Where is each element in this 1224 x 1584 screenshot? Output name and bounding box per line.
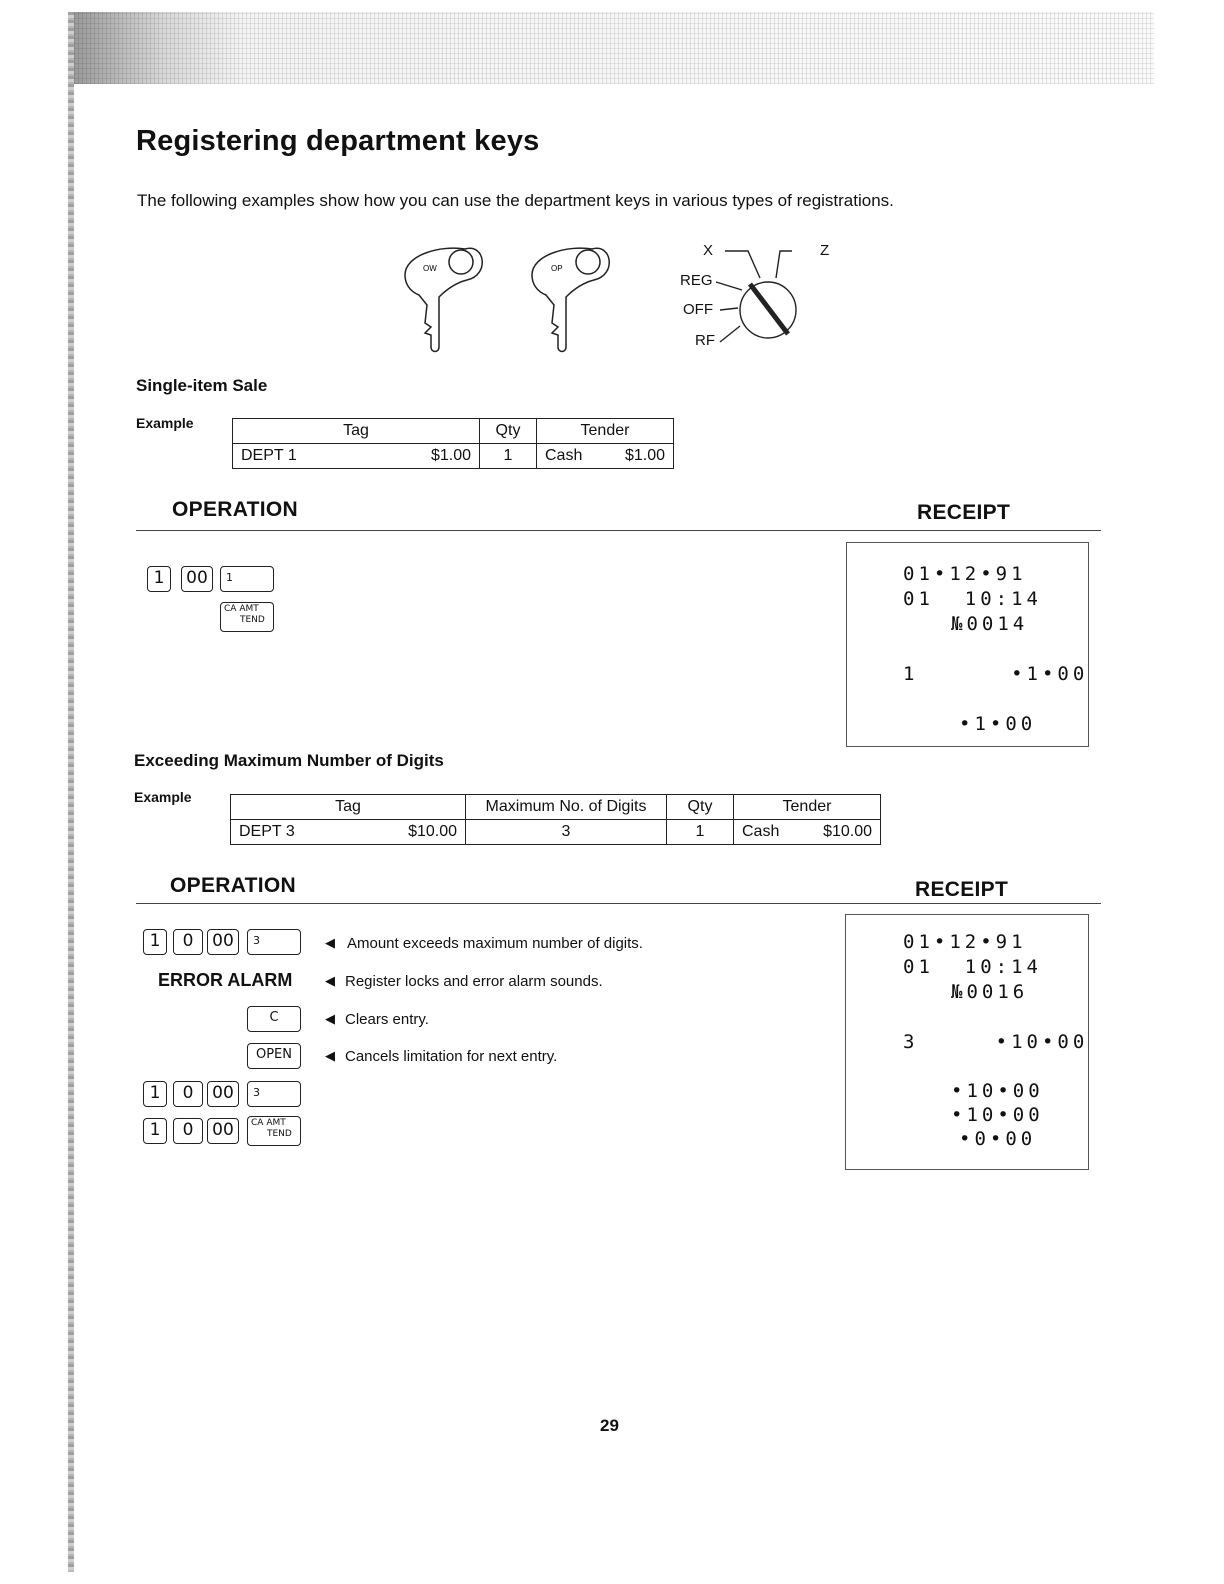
- ca-amt-tend-key[interactable]: [220, 602, 274, 632]
- tend-label-tend: TEND: [267, 1129, 292, 1139]
- ow-key-icon: [405, 248, 482, 351]
- key-1[interactable]: 1: [143, 1081, 167, 1107]
- single-item-heading: Single-item Sale: [136, 376, 268, 395]
- receipt-change: •0•00: [959, 1128, 1037, 1150]
- page-title: Registering department keys: [136, 125, 540, 157]
- arrow-bullet-icon: ◀: [325, 1048, 335, 1063]
- arrow-bullet-icon: ◀: [325, 935, 335, 950]
- receipt-date: 01•12•91: [903, 563, 1027, 585]
- single-example-label: Example: [136, 415, 194, 431]
- col-qty: Qty: [480, 419, 537, 444]
- section-divider: [136, 530, 1101, 531]
- col-tender: Tender: [537, 419, 674, 444]
- error-alarm-label: ERROR ALARM: [158, 970, 293, 990]
- key2-label: OP: [551, 264, 563, 273]
- note-cancels: Cancels limitation for next entry.: [345, 1048, 558, 1065]
- page-number: 29: [600, 1416, 619, 1435]
- single-example-table: [232, 418, 674, 469]
- mode-x-label: X: [703, 242, 714, 259]
- table-row: [233, 444, 674, 469]
- keys-illustration: [395, 235, 625, 360]
- col-tag: Tag: [233, 419, 480, 444]
- tag-price: $10.00: [354, 820, 466, 845]
- operation-label: OPERATION: [172, 498, 298, 521]
- tag-name: DEPT 1: [233, 444, 372, 469]
- key-1[interactable]: 1: [143, 929, 167, 955]
- exceed-example-table: [230, 794, 881, 845]
- receipt-number: №0014: [951, 613, 1029, 635]
- mode-reg-label: REG: [680, 272, 713, 289]
- col-max-digits: Maximum No. of Digits: [466, 795, 667, 820]
- header-band: [74, 12, 1154, 84]
- single-receipt: [846, 542, 1089, 747]
- key-00[interactable]: 00: [207, 1118, 239, 1144]
- clear-key[interactable]: C: [247, 1006, 301, 1032]
- exceed-heading: Exceeding Maximum Number of Digits: [134, 751, 444, 770]
- note-locks: Register locks and error alarm sounds.: [345, 973, 603, 990]
- tend-label-ca: CA: [224, 604, 237, 614]
- dept-key[interactable]: 3: [247, 929, 301, 955]
- receipt-label: RECEIPT: [915, 878, 1009, 901]
- receipt-time: 01 10:14: [903, 956, 1042, 978]
- tend-label-amt: AMT: [239, 604, 259, 614]
- receipt-number: №0016: [951, 981, 1029, 1003]
- open-key[interactable]: OPEN: [247, 1043, 301, 1069]
- col-tender: Tender: [734, 795, 881, 820]
- receipt-subtotal: •10•00: [951, 1080, 1044, 1102]
- note-clears: Clears entry.: [345, 1011, 429, 1028]
- key-1[interactable]: 1: [143, 1118, 167, 1144]
- receipt-item-line: 3 •10•00: [903, 1031, 1089, 1053]
- page-binding-edge: [68, 12, 74, 1572]
- tag-price: $1.00: [371, 444, 479, 469]
- tag-name: DEPT 3: [231, 820, 354, 845]
- tend-label-ca: CA: [251, 1118, 264, 1128]
- dept-key[interactable]: 3: [247, 1081, 301, 1107]
- receipt-cash: •10•00: [951, 1104, 1044, 1126]
- operation-label: OPERATION: [170, 874, 296, 897]
- key-00[interactable]: 00: [181, 566, 213, 592]
- exceed-example-label: Example: [134, 789, 192, 805]
- key-00[interactable]: 00: [207, 1081, 239, 1107]
- arrow-bullet-icon: ◀: [325, 1011, 335, 1026]
- receipt-total: •1•00: [959, 713, 1037, 735]
- key-00[interactable]: 00: [207, 929, 239, 955]
- col-tag: Tag: [231, 795, 466, 820]
- receipt-item-line: 1 •1•00: [903, 663, 1089, 685]
- mode-off-label: OFF: [683, 301, 713, 318]
- note-exceeds: Amount exceeds maximum number of digits.: [347, 935, 643, 952]
- arrow-bullet-icon: ◀: [325, 973, 335, 988]
- key-0[interactable]: 0: [173, 1081, 203, 1107]
- section-divider: [136, 903, 1101, 904]
- tender-type: Cash: [734, 820, 800, 845]
- qty-value: 1: [480, 444, 537, 469]
- ca-amt-tend-key[interactable]: [247, 1116, 301, 1146]
- op-key-icon: [532, 248, 609, 351]
- tend-label-amt: AMT: [266, 1118, 286, 1128]
- key1-label: OW: [423, 264, 437, 273]
- mode-rf-label: RF: [695, 332, 715, 349]
- qty-value: 1: [667, 820, 734, 845]
- tender-amount: $1.00: [603, 444, 673, 469]
- receipt-label: RECEIPT: [917, 501, 1011, 524]
- table-row: [231, 820, 881, 845]
- tender-amount: $10.00: [800, 820, 881, 845]
- mode-z-label: Z: [820, 242, 830, 259]
- receipt-date: 01•12•91: [903, 931, 1027, 953]
- col-qty: Qty: [667, 795, 734, 820]
- dept-key[interactable]: 1: [220, 566, 274, 592]
- key-1[interactable]: 1: [147, 566, 171, 592]
- key-0[interactable]: 0: [173, 1118, 203, 1144]
- exceed-receipt: [845, 914, 1089, 1170]
- key-0[interactable]: 0: [173, 929, 203, 955]
- intro-text: The following examples show how you can use the department keys in various types of registrations.: [137, 191, 894, 210]
- tender-type: Cash: [537, 444, 604, 469]
- max-digits-value: 3: [466, 820, 667, 845]
- receipt-time: 01 10:14: [903, 588, 1042, 610]
- tend-label-tend: TEND: [240, 615, 265, 625]
